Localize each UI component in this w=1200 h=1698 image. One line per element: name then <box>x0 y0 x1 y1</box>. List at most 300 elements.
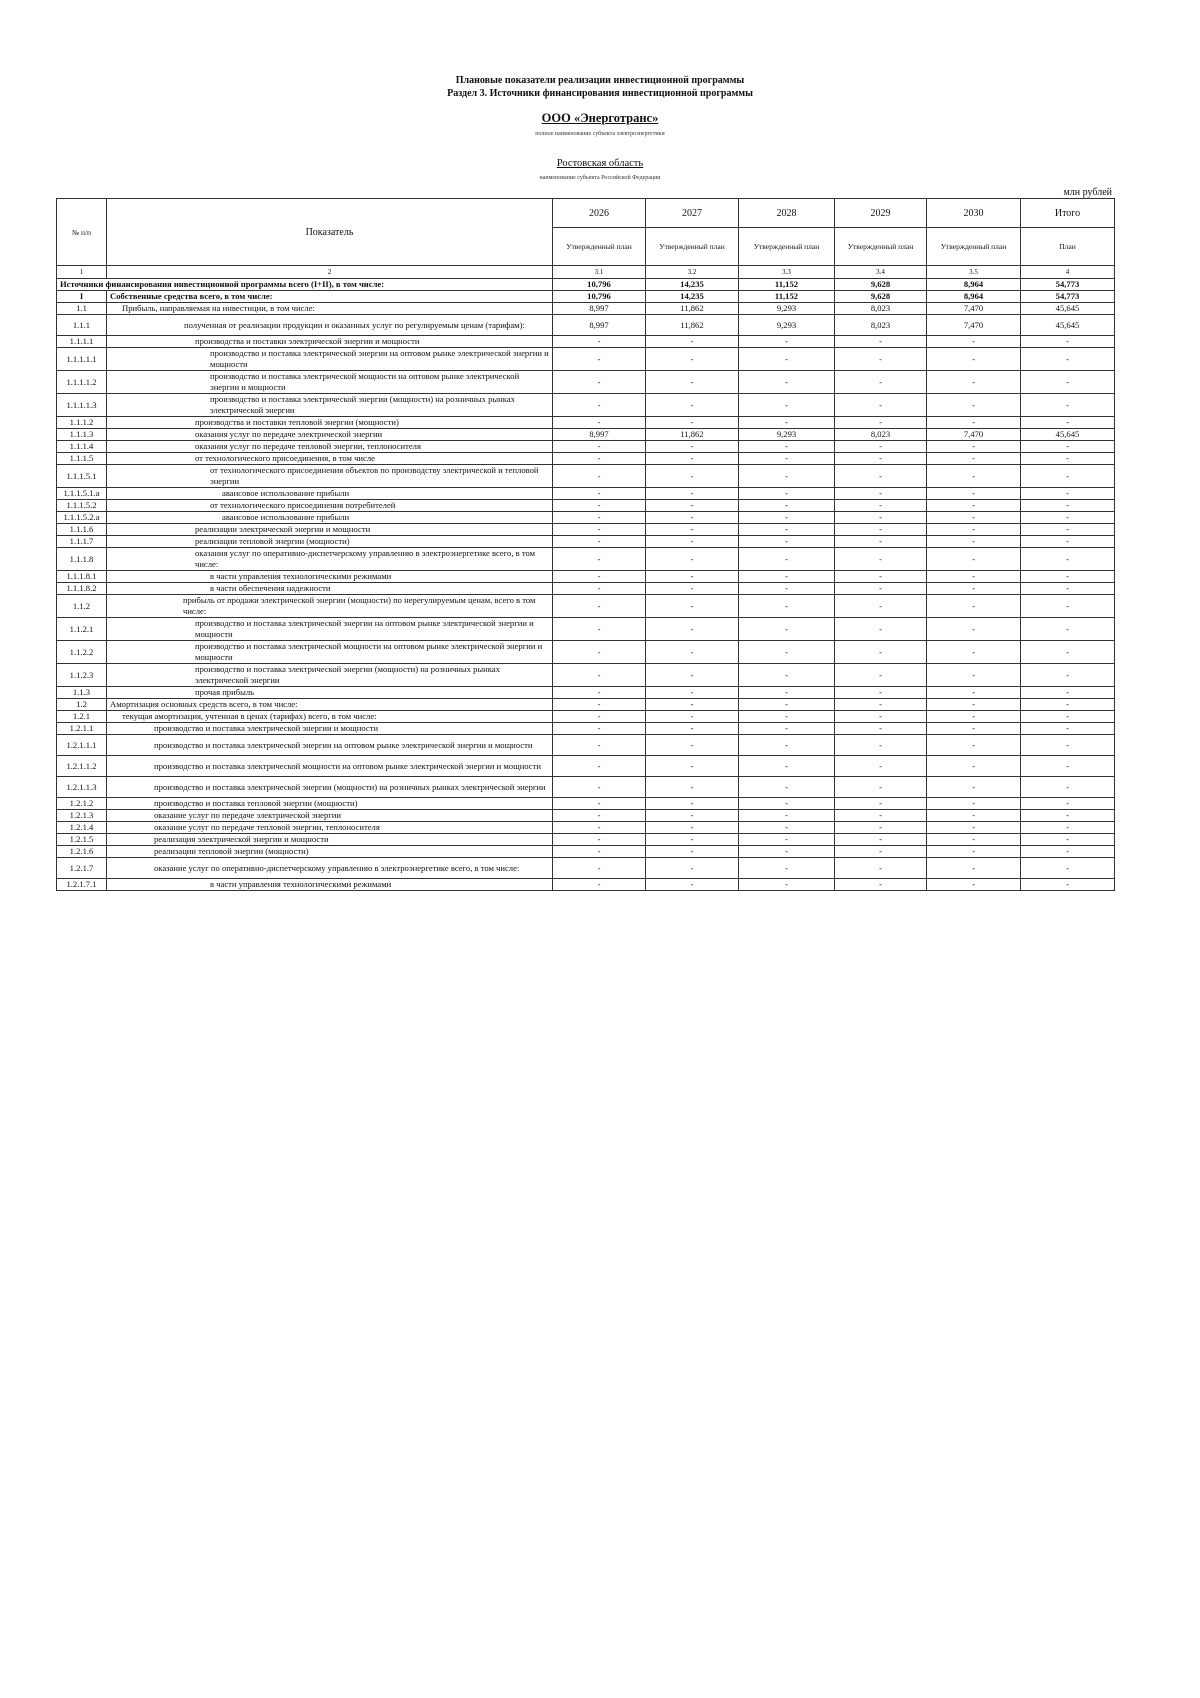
row-value: - <box>1021 548 1115 571</box>
row-value: - <box>1021 723 1115 735</box>
row-number: 1.2.1.6 <box>57 846 107 858</box>
row-value: - <box>1021 441 1115 453</box>
row-value: - <box>927 735 1021 756</box>
row-value: - <box>646 664 739 687</box>
row-value: - <box>835 711 927 723</box>
row-value: - <box>739 500 835 512</box>
row-value: - <box>739 687 835 699</box>
row-value: - <box>553 723 646 735</box>
row-value: 8,964 <box>927 279 1021 291</box>
row-value: - <box>553 524 646 536</box>
row-number: 1.1.1.1.1 <box>57 348 107 371</box>
row-value: - <box>927 756 1021 777</box>
row-value: - <box>553 453 646 465</box>
row-value: 11,862 <box>646 429 739 441</box>
row-value: - <box>646 777 739 798</box>
row-value: - <box>835 348 927 371</box>
row-value: - <box>1021 618 1115 641</box>
row-value: - <box>1021 735 1115 756</box>
document-subtitle: Раздел 3. Источники финансирования инвестиционной программы <box>447 88 753 99</box>
row-indicator: прочая прибыль <box>107 687 553 699</box>
row-value: - <box>739 777 835 798</box>
row-value: - <box>553 371 646 394</box>
row-indicator: производство и поставка электрической энергии (мощности) на розничных рынках электрической энергии <box>107 664 553 687</box>
row-indicator: прибыль от продажи электрической энергии (мощности) по нерегулируемым ценам, всего в том числе: <box>107 595 553 618</box>
row-number: 1.1.1.1 <box>57 336 107 348</box>
row-value: - <box>835 810 927 822</box>
table-row <box>57 465 1115 488</box>
row-number: 1.1.1.1.2 <box>57 371 107 394</box>
row-value: - <box>927 536 1021 548</box>
row-number: 1.1.1.4 <box>57 441 107 453</box>
row-value: - <box>553 810 646 822</box>
row-value: - <box>646 571 739 583</box>
row-value: - <box>646 618 739 641</box>
row-value: - <box>553 512 646 524</box>
row-number: 1.1.1.8.2 <box>57 583 107 595</box>
row-value: - <box>646 465 739 488</box>
row-value: - <box>739 756 835 777</box>
row-value: - <box>1021 664 1115 687</box>
row-value: - <box>927 394 1021 417</box>
header-row-years <box>57 199 1115 228</box>
row-value: - <box>739 394 835 417</box>
row-value: - <box>927 465 1021 488</box>
table-row <box>57 810 1115 822</box>
row-value: - <box>927 583 1021 595</box>
row-value: - <box>646 394 739 417</box>
row-value: - <box>646 548 739 571</box>
row-indicator: производство и поставка электрической мощности на оптовом рынке электрической энергии и мощности <box>107 371 553 394</box>
row-indicator: в части управления технологическими режимами <box>107 879 553 891</box>
table-row <box>57 394 1115 417</box>
row-value: - <box>1021 798 1115 810</box>
row-value: 14,235 <box>646 291 739 303</box>
row-indicator: оказание услуг по передаче электрической энергии <box>107 810 553 822</box>
row-value: - <box>739 417 835 429</box>
col-header-indicator: Показатель <box>107 199 553 266</box>
table-row <box>57 512 1115 524</box>
row-value: - <box>646 536 739 548</box>
row-indicator: производство и поставка электрической энергии на оптовом рынке электрической энергии и мощности <box>107 735 553 756</box>
row-value: - <box>553 735 646 756</box>
row-value: - <box>553 595 646 618</box>
row-value: 14,235 <box>646 279 739 291</box>
row-value: - <box>553 798 646 810</box>
row-indicator: производство и поставка электрической энергии на оптовом рынке электрической энергии и мощности <box>107 618 553 641</box>
row-value: - <box>835 846 927 858</box>
row-value: - <box>739 512 835 524</box>
row-value: - <box>835 777 927 798</box>
row-number: 1.1.2.3 <box>57 664 107 687</box>
row-number: I <box>57 291 107 303</box>
row-value: - <box>739 371 835 394</box>
row-indicator: оказание услуг по оперативно-диспетчерскому управлению в электроэнергетике всего, в том числе: <box>107 858 553 879</box>
row-indicator: производство и поставка электрической мощности на оптовом рынке электрической энергии и мощности <box>107 641 553 664</box>
row-value: - <box>739 664 835 687</box>
row-value: - <box>1021 711 1115 723</box>
row-indicator: от технологического присоединения, в том числе <box>107 453 553 465</box>
table-row <box>57 798 1115 810</box>
table-row <box>57 879 1115 891</box>
row-value: - <box>646 687 739 699</box>
row-number: 1.1.1.6 <box>57 524 107 536</box>
row-value: - <box>835 536 927 548</box>
table-row <box>57 711 1115 723</box>
row-indicator: текущая амортизация, учтенная в ценах (тарифах) всего, в том числе: <box>107 711 553 723</box>
row-value: 7,470 <box>927 303 1021 315</box>
row-value: 8,023 <box>835 303 927 315</box>
row-value: 9,628 <box>835 279 927 291</box>
row-value: - <box>739 524 835 536</box>
row-value: - <box>553 822 646 834</box>
row-value: - <box>1021 536 1115 548</box>
row-value: 8,964 <box>927 291 1021 303</box>
row-value: - <box>646 798 739 810</box>
row-value: - <box>1021 699 1115 711</box>
row-value: - <box>1021 348 1115 371</box>
col-subheader: Утвержденный план <box>927 228 1021 266</box>
row-number: 1.1.1.5.2 <box>57 500 107 512</box>
row-value: - <box>646 453 739 465</box>
table-row <box>57 858 1115 879</box>
row-value: - <box>646 371 739 394</box>
row-value: - <box>646 583 739 595</box>
col-subheader: Утвержденный план <box>553 228 646 266</box>
row-value: - <box>1021 488 1115 500</box>
row-value: - <box>927 810 1021 822</box>
row-value: - <box>553 394 646 417</box>
row-number: 1.2.1.1.3 <box>57 777 107 798</box>
row-number: 1.2.1 <box>57 711 107 723</box>
row-value: - <box>553 711 646 723</box>
col-number: 3.2 <box>646 266 739 279</box>
row-value: - <box>1021 641 1115 664</box>
table-row <box>57 315 1115 336</box>
row-indicator: производства и поставки тепловой энергии (мощности) <box>107 417 553 429</box>
row-number: 1.1.3 <box>57 687 107 699</box>
row-indicator: от технологического присоединения потребителей <box>107 500 553 512</box>
table-row <box>57 756 1115 777</box>
row-number: 1.1.1 <box>57 315 107 336</box>
row-value: - <box>927 595 1021 618</box>
row-value: - <box>1021 810 1115 822</box>
row-value: - <box>646 810 739 822</box>
row-value: - <box>927 711 1021 723</box>
table-row <box>57 429 1115 441</box>
col-number: 3.4 <box>835 266 927 279</box>
row-value: - <box>646 735 739 756</box>
row-value: - <box>553 858 646 879</box>
row-value: - <box>646 417 739 429</box>
row-value: 54,773 <box>1021 279 1115 291</box>
row-value: - <box>739 858 835 879</box>
row-value: 7,470 <box>927 429 1021 441</box>
row-number: 1.1.1.5.2.a <box>57 512 107 524</box>
row-value: - <box>927 846 1021 858</box>
row-value: - <box>646 488 739 500</box>
row-indicator: производство и поставка электрической энергии (мощности) на розничных рынках электрической энергии <box>107 394 553 417</box>
col-header-year: 2027 <box>646 199 739 228</box>
row-value: - <box>927 336 1021 348</box>
row-value: - <box>739 548 835 571</box>
row-value: - <box>1021 687 1115 699</box>
row-indicator: Собственные средства всего, в том числе: <box>107 291 553 303</box>
row-number: 1.2.1.1.2 <box>57 756 107 777</box>
row-value: - <box>835 641 927 664</box>
row-value: - <box>739 699 835 711</box>
row-value: - <box>927 723 1021 735</box>
row-value: - <box>927 548 1021 571</box>
table-row <box>57 336 1115 348</box>
region-name: Ростовская область <box>556 158 644 169</box>
row-value: - <box>835 723 927 735</box>
row-value: - <box>835 756 927 777</box>
col-number: 1 <box>57 266 107 279</box>
row-value: 11,152 <box>739 291 835 303</box>
row-number: 1.2.1.5 <box>57 834 107 846</box>
row-value: - <box>927 618 1021 641</box>
row-value: - <box>553 488 646 500</box>
row-value: - <box>835 512 927 524</box>
row-value: 9,293 <box>739 303 835 315</box>
funding-sources-table <box>56 198 1115 891</box>
row-value: - <box>835 699 927 711</box>
row-value: - <box>739 834 835 846</box>
row-value: - <box>927 834 1021 846</box>
row-value: - <box>553 465 646 488</box>
row-value: - <box>553 536 646 548</box>
row-value: - <box>553 571 646 583</box>
row-value: 9,293 <box>739 429 835 441</box>
row-value: - <box>646 711 739 723</box>
table-row <box>57 571 1115 583</box>
row-value: - <box>835 858 927 879</box>
row-value: - <box>646 723 739 735</box>
row-indicator: производство и поставка тепловой энергии (мощности) <box>107 798 553 810</box>
row-value: 10,796 <box>553 279 646 291</box>
row-value: - <box>835 583 927 595</box>
row-value: - <box>835 465 927 488</box>
row-number: 1.1.1.1.3 <box>57 394 107 417</box>
table-row <box>57 417 1115 429</box>
row-value: - <box>835 618 927 641</box>
table-row <box>57 488 1115 500</box>
row-indicator: производство и поставка электрической энергии и мощности <box>107 723 553 735</box>
row-value: - <box>835 441 927 453</box>
row-value: - <box>739 536 835 548</box>
row-indicator: в части обеспечения надежности <box>107 583 553 595</box>
row-value: - <box>927 777 1021 798</box>
row-value: - <box>553 756 646 777</box>
row-value: - <box>835 664 927 687</box>
table-row <box>57 348 1115 371</box>
table-row <box>57 618 1115 641</box>
row-value: 8,997 <box>553 315 646 336</box>
row-value: - <box>1021 846 1115 858</box>
row-value: - <box>739 583 835 595</box>
row-value: - <box>927 371 1021 394</box>
row-value: - <box>927 348 1021 371</box>
col-subheader: План <box>1021 228 1115 266</box>
col-header-number: № п/п <box>57 199 107 266</box>
row-value: - <box>835 336 927 348</box>
row-value: - <box>927 699 1021 711</box>
row-value: - <box>739 810 835 822</box>
table-row <box>57 777 1115 798</box>
row-indicator: авансовое использование прибыли <box>107 512 553 524</box>
row-indicator: оказание услуг по передаче тепловой энергии, теплоносителя <box>107 822 553 834</box>
col-number: 3.1 <box>553 266 646 279</box>
row-value: - <box>739 879 835 891</box>
row-indicator: производство и поставка электрической мощности на оптовом рынке электрической энергии и мощности <box>107 756 553 777</box>
document-title-block <box>0 74 1200 100</box>
row-value: - <box>927 571 1021 583</box>
row-value: - <box>553 548 646 571</box>
row-indicator: оказания услуг по передаче тепловой энергии, теплоносителя <box>107 441 553 453</box>
row-value: - <box>553 618 646 641</box>
row-number: 1.2.1.3 <box>57 810 107 822</box>
row-value: - <box>553 664 646 687</box>
col-header-year: 2028 <box>739 199 835 228</box>
row-indicator: производство и поставка электрической энергии на оптовом рынке электрической энергии и мощности <box>107 348 553 371</box>
row-value: 54,773 <box>1021 291 1115 303</box>
row-indicator: Амортизация основных средств всего, в том числе: <box>107 699 553 711</box>
row-value: - <box>739 618 835 641</box>
table-row <box>57 291 1115 303</box>
row-value: - <box>739 595 835 618</box>
document-title: Плановые показатели реализации инвестиционной программы <box>455 75 745 86</box>
row-number: 1.1.2 <box>57 595 107 618</box>
row-value: - <box>553 336 646 348</box>
row-number: 1.1 <box>57 303 107 315</box>
row-value: - <box>927 879 1021 891</box>
row-value: 9,293 <box>739 315 835 336</box>
row-value: - <box>553 777 646 798</box>
row-value: - <box>646 500 739 512</box>
row-value: - <box>927 524 1021 536</box>
row-value: - <box>927 664 1021 687</box>
row-indicator: Прибыль, направляемая на инвестиции, в том числе: <box>107 303 553 315</box>
row-indicator: производства и поставки электрической энергии и мощности <box>107 336 553 348</box>
row-value: - <box>835 735 927 756</box>
row-value: - <box>835 500 927 512</box>
row-value: 8,997 <box>553 303 646 315</box>
row-value: - <box>927 822 1021 834</box>
row-value: - <box>646 595 739 618</box>
table-row <box>57 536 1115 548</box>
row-value: - <box>927 798 1021 810</box>
row-number: 1.1.1.7 <box>57 536 107 548</box>
col-subheader: Утвержденный план <box>646 228 739 266</box>
row-value: - <box>1021 465 1115 488</box>
row-value: 7,470 <box>927 315 1021 336</box>
row-value: - <box>1021 394 1115 417</box>
row-indicator: Источники финансирования инвестиционной программы всего (I+II), в том числе: <box>57 279 553 291</box>
row-indicator: авансовое использование прибыли <box>107 488 553 500</box>
row-number: 1.1.2.2 <box>57 641 107 664</box>
col-number: 4 <box>1021 266 1115 279</box>
col-header-year: 2029 <box>835 199 927 228</box>
row-value: 45,645 <box>1021 303 1115 315</box>
unit-label: млн рублей <box>1063 187 1112 198</box>
row-value: - <box>835 371 927 394</box>
row-value: - <box>553 417 646 429</box>
row-value: - <box>739 798 835 810</box>
row-value: - <box>739 735 835 756</box>
row-indicator: реализации тепловой энергии (мощности) <box>107 536 553 548</box>
row-value: - <box>927 488 1021 500</box>
table-row <box>57 441 1115 453</box>
header-row-column-numbers <box>57 266 1115 279</box>
col-number: 2 <box>107 266 553 279</box>
row-number: 1.2.1.2 <box>57 798 107 810</box>
row-value: - <box>1021 595 1115 618</box>
row-value: - <box>739 453 835 465</box>
row-indicator: в части управления технологическими режимами <box>107 571 553 583</box>
row-value: 8,997 <box>553 429 646 441</box>
row-number: 1.1.1.8 <box>57 548 107 571</box>
row-value: - <box>1021 453 1115 465</box>
row-number: 1.1.1.2 <box>57 417 107 429</box>
table-row <box>57 371 1115 394</box>
row-value: - <box>1021 371 1115 394</box>
row-value: 9,628 <box>835 291 927 303</box>
table-row <box>57 548 1115 571</box>
row-number: 1.2.1.4 <box>57 822 107 834</box>
row-indicator: от технологического присоединения объектов по производству электрической и тепловой энергии <box>107 465 553 488</box>
row-value: - <box>553 583 646 595</box>
row-value: - <box>835 834 927 846</box>
row-value: - <box>646 441 739 453</box>
row-value: 45,645 <box>1021 429 1115 441</box>
table-row <box>57 723 1115 735</box>
row-value: - <box>739 348 835 371</box>
row-value: - <box>835 453 927 465</box>
col-header-year: 2030 <box>927 199 1021 228</box>
row-value: - <box>927 441 1021 453</box>
table-row <box>57 453 1115 465</box>
row-number: 1.1.1.5.1.a <box>57 488 107 500</box>
row-value: - <box>646 879 739 891</box>
row-number: 1.1.2.1 <box>57 618 107 641</box>
organization-caption: полное наименование субъекта электроэнергетики <box>535 131 665 137</box>
row-value: 10,796 <box>553 291 646 303</box>
region-caption: наименование субъекта Российской Федерации <box>539 175 661 181</box>
row-value: - <box>739 822 835 834</box>
table-row <box>57 524 1115 536</box>
row-value: - <box>1021 571 1115 583</box>
table-row <box>57 735 1115 756</box>
row-indicator: оказания услуг по оперативно-диспетчерскому управлению в электроэнергетике всего, в том числе: <box>107 548 553 571</box>
row-number: 1.1.1.5 <box>57 453 107 465</box>
row-value: - <box>646 834 739 846</box>
row-value: - <box>646 348 739 371</box>
row-number: 1.2 <box>57 699 107 711</box>
table-row <box>57 664 1115 687</box>
row-value: - <box>553 879 646 891</box>
row-number: 1.2.1.7 <box>57 858 107 879</box>
col-number: 3.3 <box>739 266 835 279</box>
row-value: - <box>835 524 927 536</box>
row-value: - <box>739 723 835 735</box>
row-value: - <box>1021 500 1115 512</box>
row-value: - <box>646 822 739 834</box>
table-row <box>57 641 1115 664</box>
row-value: - <box>646 699 739 711</box>
row-number: 1.2.1.1 <box>57 723 107 735</box>
row-number: 1.1.1.3 <box>57 429 107 441</box>
